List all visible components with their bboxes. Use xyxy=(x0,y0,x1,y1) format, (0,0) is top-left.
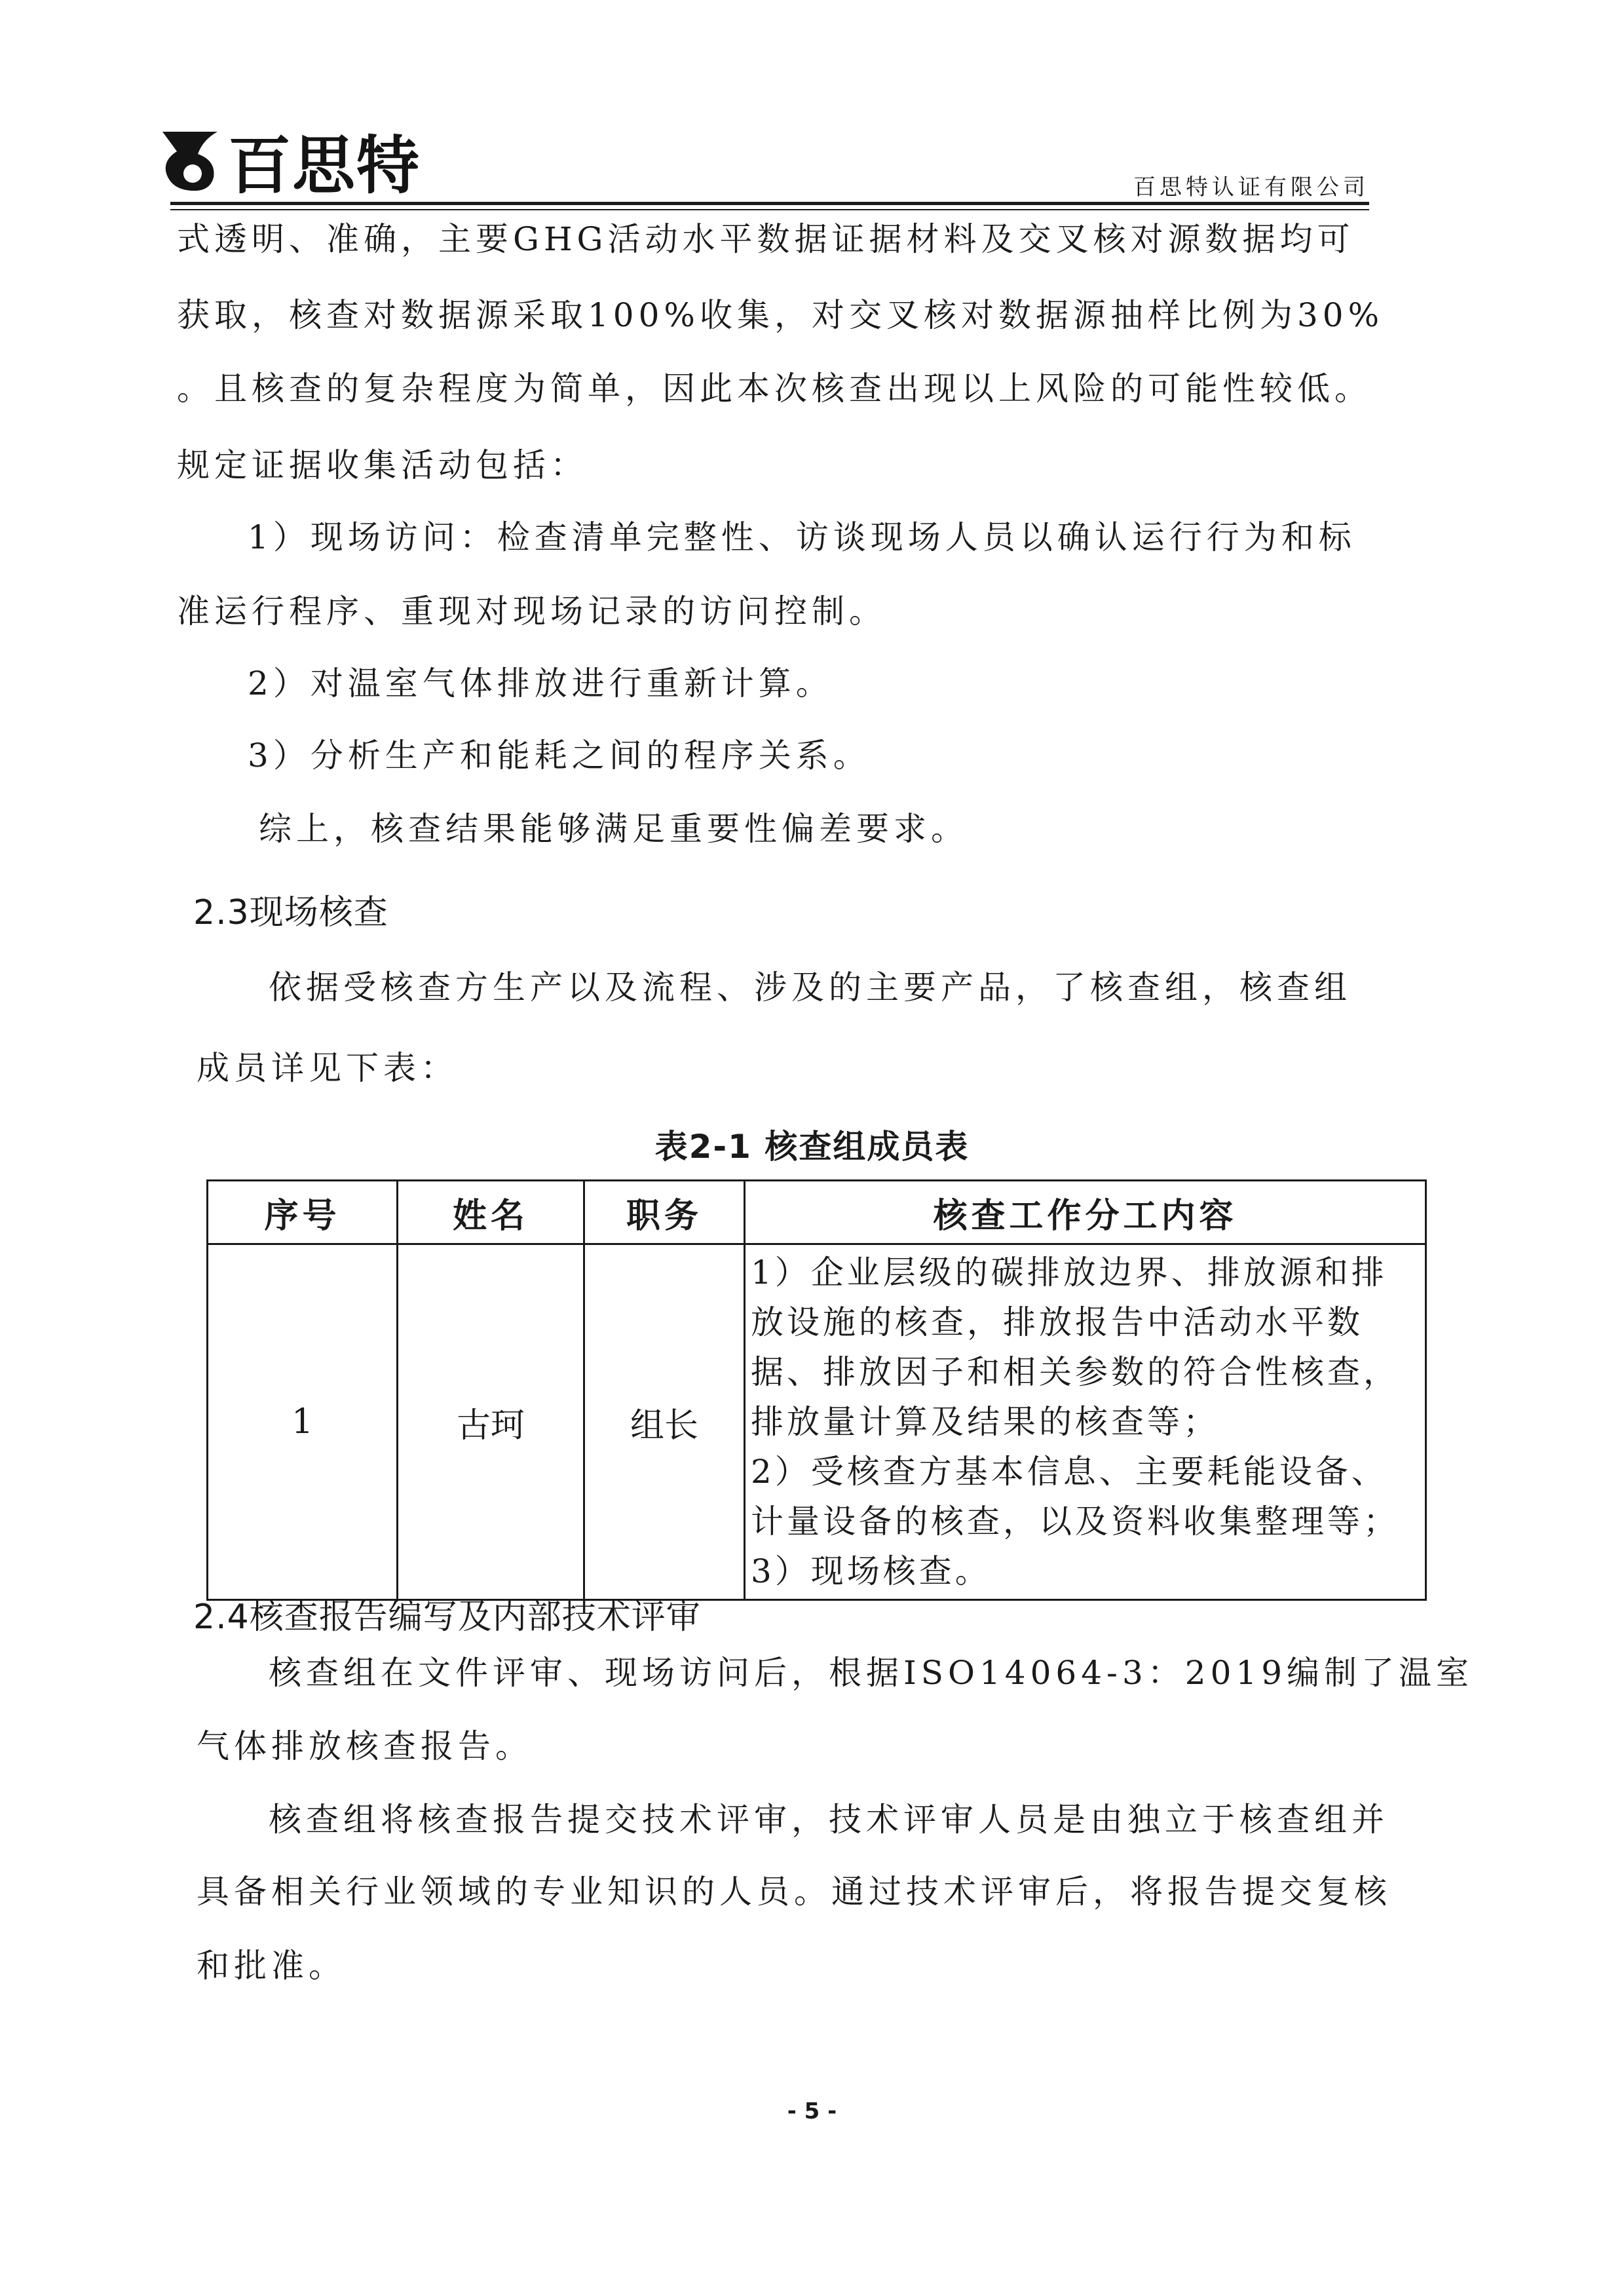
duty-line: 放设施的核查，排放报告中活动水平数 xyxy=(751,1303,1363,1341)
section-line: 核查组将核查报告提交技术评审，技术评审人员是由独立于核查组并 xyxy=(269,1801,1389,1839)
company-name: 百思特认证有限公司 xyxy=(1133,174,1369,201)
header-cell: 职务 xyxy=(584,1181,745,1244)
section-line: 和批准。 xyxy=(197,1947,346,1985)
page-header xyxy=(157,118,1369,216)
page-number: - 5 - xyxy=(787,2098,837,2124)
section-line: 气体排放核查报告。 xyxy=(197,1727,533,1765)
cell-name: 古珂 xyxy=(398,1244,584,1600)
section-heading: 2.4核查报告编写及内部技术评审 xyxy=(193,1598,701,1637)
duty-line: 据、排放因子和相关参数的符合性核查， xyxy=(751,1353,1399,1391)
company-logo xyxy=(157,124,421,202)
table-caption: 表2-1 核查组成员表 xyxy=(654,1128,970,1166)
duty-line: 3）现场核查。 xyxy=(751,1552,991,1590)
body-line: 式透明、准确，主要GHG活动水平数据证据材料及交叉核对源数据均可 xyxy=(177,220,1355,258)
body-line: 规定证据收集活动包括： xyxy=(177,446,588,484)
table-row xyxy=(208,1244,1426,1600)
section-line: 核查组在文件评审、现场访问后，根据ISO14064-3：2019编制了温室 xyxy=(269,1654,1474,1692)
header-rule-thin xyxy=(170,209,1369,210)
body-line: 综上，核查结果能够满足重要性偏差要求。 xyxy=(259,810,968,848)
body-line: 。且核查的复杂程度为简单，因此本次核查出现以上风险的可能性较低。 xyxy=(177,370,1372,408)
body-line: 2）对温室气体排放进行重新计算。 xyxy=(248,664,833,702)
header-rule-thick xyxy=(170,202,1369,205)
body-line: 准运行程序、重现对现场记录的访问控制。 xyxy=(177,592,886,630)
logo-text: 百思特 xyxy=(228,128,421,202)
cell-role: 组长 xyxy=(584,1244,745,1600)
body-line: 3）分析生产和能耗之间的程序关系。 xyxy=(248,737,871,775)
body-line: 获取，核查对数据源采取100%收集，对交叉核对数据源抽样比例为30% xyxy=(177,296,1384,334)
header-cell: 核查工作分工内容 xyxy=(745,1181,1426,1244)
table-header-row xyxy=(208,1181,1426,1244)
duty-line: 2）受核查方基本信息、主要耗能设备、 xyxy=(751,1453,1388,1491)
cell-duties xyxy=(745,1244,1426,1600)
body-line: 1）现场访问：检查清单完整性、访谈现场人员以确认运行行为和标 xyxy=(248,518,1356,556)
header-cell: 序号 xyxy=(208,1181,398,1244)
header-cell: 姓名 xyxy=(398,1181,584,1244)
section-line: 成员详见下表： xyxy=(197,1049,458,1087)
duty-line: 排放量计算及结果的核查等； xyxy=(751,1403,1219,1441)
section-line: 依据受核查方生产以及流程、涉及的主要产品，了核查组，核查组 xyxy=(269,968,1351,1006)
section-line: 具备相关行业领域的专业知识的人员。通过技术评审后，将报告提交复核 xyxy=(197,1873,1391,1911)
cell-number: 1 xyxy=(208,1244,398,1600)
section-heading: 2.3现场核查 xyxy=(193,893,388,932)
member-table xyxy=(206,1179,1427,1601)
duty-line: 1）企业层级的碳排放边界、排放源和排 xyxy=(751,1253,1388,1292)
duty-line: 计量设备的核查，以及资料收集整理等； xyxy=(751,1502,1399,1540)
logo-mark-icon xyxy=(157,128,223,193)
